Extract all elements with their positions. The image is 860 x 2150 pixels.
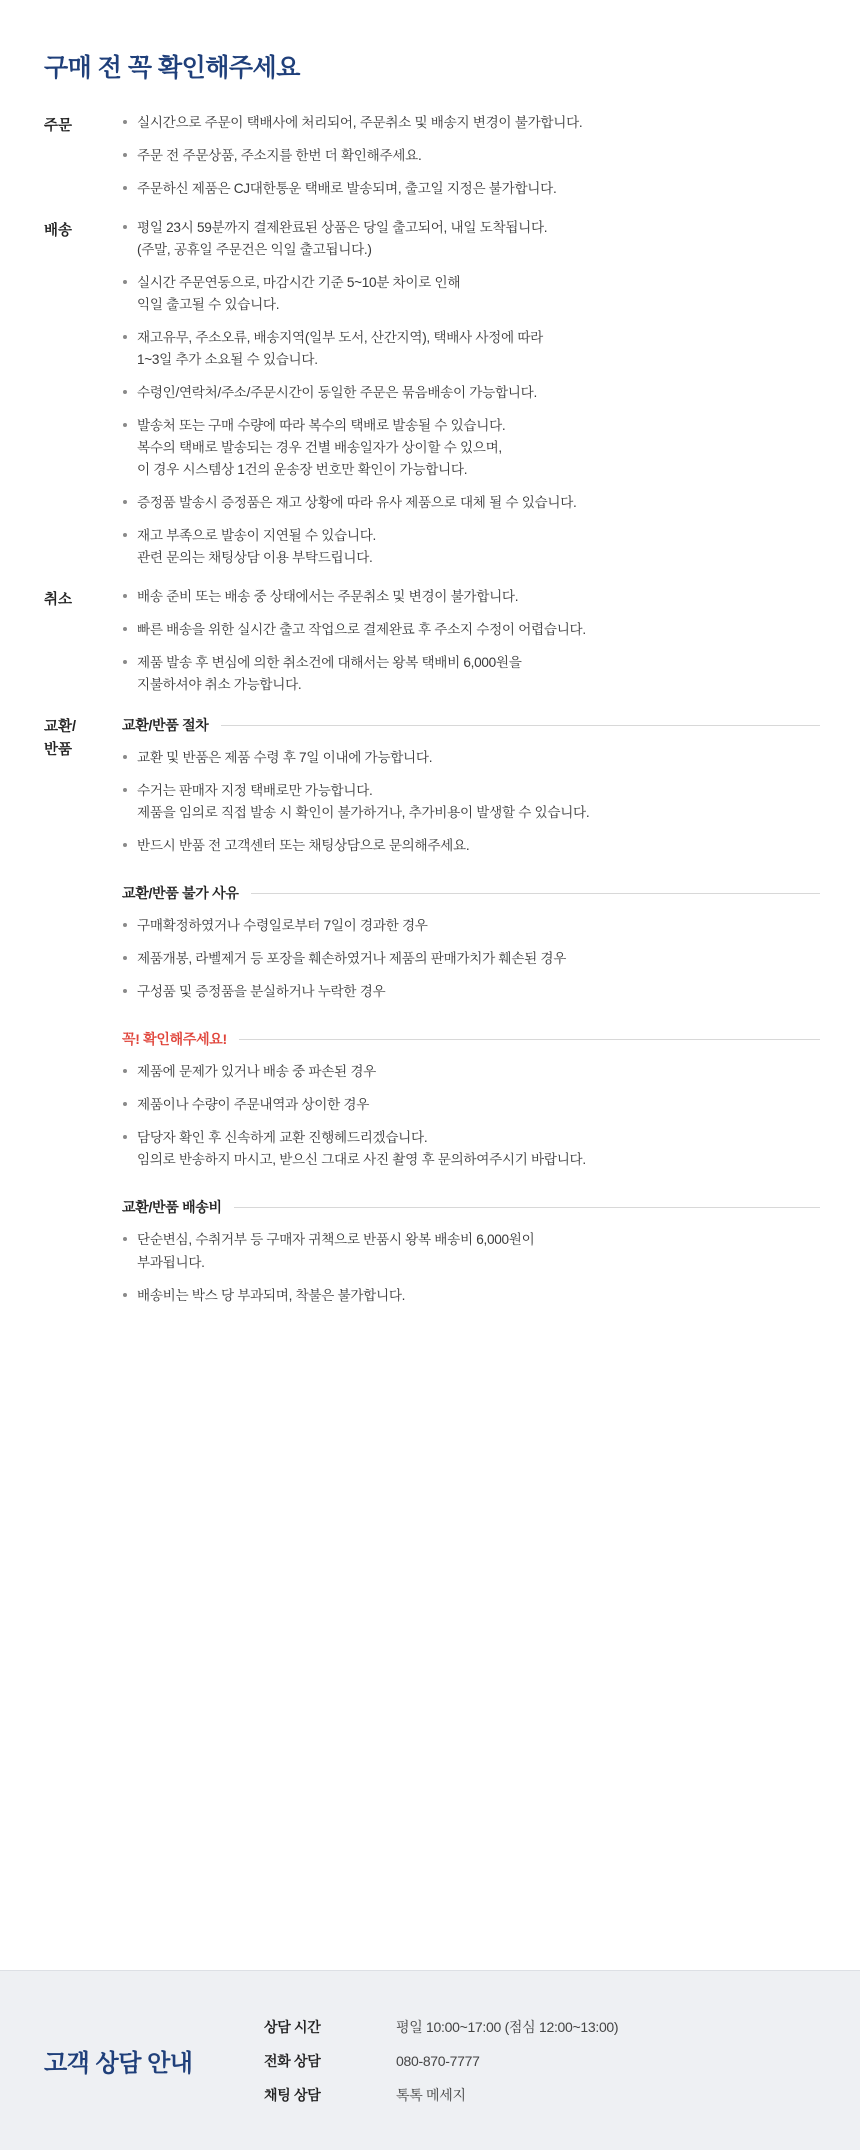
notice-item xyxy=(122,1094,820,1116)
section-body-exchange xyxy=(112,713,820,1317)
notice-item xyxy=(122,1061,820,1083)
notice-line: 복수의 택배로 발송되는 경우 건별 배송일자가 상이할 수 있으며, xyxy=(137,440,502,456)
notice-item xyxy=(122,145,820,167)
notice-line: 이 경우 시스템상 1건의 운송장 번호만 확인이 가능합니다. xyxy=(137,462,468,478)
notice-line: 교환 및 반품은 제품 수령 후 7일 이내에 가능합니다. xyxy=(137,750,433,766)
notice-item xyxy=(122,835,820,857)
section-label: 배송 xyxy=(44,223,73,240)
section-1-list xyxy=(122,112,820,200)
notice-item xyxy=(122,327,820,371)
section-3 xyxy=(44,586,820,707)
subsection-heading xyxy=(122,1029,820,1049)
notice-item xyxy=(122,1285,820,1307)
section-body xyxy=(112,586,820,707)
notice-item xyxy=(122,382,820,404)
section-exchange xyxy=(44,713,820,1317)
subsection-heading-text: 교환/반품 절차 xyxy=(122,717,209,734)
notice-line: 구매확정하였거나 수령일로부터 7일이 경과한 경우 xyxy=(137,918,428,934)
notice-item xyxy=(122,747,820,769)
notice-line: 익일 출고될 수 있습니다. xyxy=(137,297,280,313)
notice-line: 배송 준비 또는 배송 중 상태에서는 주문취소 및 변경이 불가합니다. xyxy=(137,589,519,605)
exchange-group-4-list xyxy=(122,1229,820,1306)
section-1 xyxy=(44,112,820,211)
section-body xyxy=(112,217,820,580)
divider-line xyxy=(221,725,820,726)
notice-item xyxy=(122,178,820,200)
footer-row-value: 톡톡 메세지 xyxy=(396,2086,466,2103)
notice-line: 수거는 판매자 지정 택배로만 가능합니다. xyxy=(137,783,373,799)
notice-line: 주문하신 제품은 CJ대한통운 택배로 발송되며, 출고일 지정은 불가합니다. xyxy=(137,181,557,197)
notice-item xyxy=(122,1229,820,1273)
notice-line: 실시간 주문연동으로, 마감시간 기준 5~10분 차이로 인해 xyxy=(137,275,461,291)
section-label: 주문 xyxy=(44,118,73,134)
notice-item xyxy=(122,780,820,824)
footer-row-key: 상담 시간 xyxy=(264,2018,321,2035)
notice-line: 제품을 임의로 직접 발송 시 확인이 불가하거나, 추가비용이 발생할 수 있습니다. xyxy=(137,805,590,821)
notice-line: 수령인/연락처/주소/주문시간이 동일한 주문은 묶음배송이 가능합니다. xyxy=(137,385,537,401)
footer-row-key: 전화 상담 xyxy=(264,2052,321,2069)
footer-title: 고객 상담 안내 xyxy=(44,2050,193,2077)
subsection-heading-text: 교환/반품 배송비 xyxy=(122,1199,222,1216)
notice-line: 단순변심, 수취거부 등 구매자 귀책으로 반품시 왕복 배송비 6,000원이 xyxy=(137,1232,535,1248)
notice-line: 지불하셔야 취소 가능합니다. xyxy=(137,677,302,693)
notice-line: 주문 전 주문상품, 주소지를 한번 더 확인해주세요. xyxy=(137,148,422,164)
notice-item xyxy=(122,981,820,1003)
notice-line: 반드시 반품 전 고객센터 또는 채팅상담으로 문의해주세요. xyxy=(137,838,470,854)
section-2 xyxy=(44,217,820,580)
notice-line: 제품개봉, 라벨제거 등 포장을 훼손하였거나 제품의 판매가치가 훼손된 경우 xyxy=(137,951,567,967)
section-3-list xyxy=(122,586,820,696)
notice-item xyxy=(122,915,820,937)
section-label-exchange xyxy=(44,713,112,761)
notice-line: 빠른 배송을 위한 실시간 출고 작업으로 결제완료 후 주소지 수정이 어렵습니다. xyxy=(137,622,586,638)
notice-line: 증정품 발송시 증정품은 재고 상황에 따라 유사 제품으로 대체 될 수 있습니다. xyxy=(137,495,577,511)
notice-line: 구성품 및 증정품을 분실하거나 누락한 경우 xyxy=(137,984,386,1000)
notice-line: 제품 발송 후 변심에 의한 취소건에 대해서는 왕복 택배비 6,000원을 xyxy=(137,655,522,671)
notice-line: 관련 문의는 채팅상담 이용 부탁드립니다. xyxy=(137,550,373,566)
notice-line: 제품에 문제가 있거나 배송 중 파손된 경우 xyxy=(137,1064,376,1080)
exchange-group-2-list xyxy=(122,915,820,1003)
subsection-heading xyxy=(122,715,820,735)
section-body xyxy=(112,112,820,211)
notice-item xyxy=(122,525,820,569)
notice-line: 임의로 반송하지 마시고, 받으신 그대로 사진 촬영 후 문의하여주시기 바랍니다. xyxy=(137,1152,586,1168)
footer-row xyxy=(264,2010,618,2044)
notice-line: 담당자 확인 후 신속하게 교환 진행헤드리겠습니다. xyxy=(137,1130,428,1146)
subsection-heading-text: 꼭! 확인해주세요! xyxy=(122,1031,227,1048)
footer-row-value: 평일 10:00~17:00 (점심 12:00~13:00) xyxy=(396,2018,619,2035)
subsection-heading-text: 교환/반품 불가 사유 xyxy=(122,885,239,902)
notice-line: 발송처 또는 구매 수량에 따라 복수의 택배로 발송될 수 있습니다. xyxy=(137,418,506,434)
section-label-exchange-line1: 교환/ xyxy=(44,719,77,736)
notice-item xyxy=(122,652,820,696)
notice-sections xyxy=(44,112,820,707)
notice-item xyxy=(122,492,820,514)
section-2-list xyxy=(122,217,820,569)
notice-line: 재고 부족으로 발송이 지연될 수 있습니다. xyxy=(137,528,376,544)
customer-support-footer xyxy=(0,1970,860,2150)
notice-line: 부과됩니다. xyxy=(137,1254,205,1270)
section-label-exchange-line2: 반품 xyxy=(44,741,73,758)
footer-row-value: 080-870-7777 xyxy=(396,2052,480,2069)
notice-item xyxy=(122,217,820,261)
notice-line: (주말, 공휴일 주문건은 익일 출고됩니다.) xyxy=(137,242,372,258)
notice-item xyxy=(122,586,820,608)
footer-row xyxy=(264,2078,618,2112)
footer-contact-table xyxy=(264,2010,618,2112)
notice-line: 평일 23시 59분까지 결제완료된 상품은 당일 출고되어, 내일 도착됩니다. xyxy=(137,220,548,236)
divider-line xyxy=(251,893,820,894)
footer-row xyxy=(264,2044,618,2078)
divider-line xyxy=(239,1039,820,1040)
section-label: 취소 xyxy=(44,592,73,609)
footer-row-key: 채팅 상담 xyxy=(264,2086,321,2103)
notice-item xyxy=(122,1127,820,1171)
notice-line: 제품이나 수량이 주문내역과 상이한 경우 xyxy=(137,1097,370,1113)
notice-item xyxy=(122,619,820,641)
notice-line: 재고유무, 주소오류, 배송지역(일부 도서, 산간지역), 택배사 사정에 따라 xyxy=(137,330,543,346)
notice-item xyxy=(122,112,820,134)
notice-line: 배송비는 박스 당 부과되며, 착불은 불가합니다. xyxy=(137,1287,406,1303)
subsection-heading xyxy=(122,1197,820,1217)
divider-line xyxy=(234,1207,820,1208)
page-title: 구매 전 꼭 확인해주세요 xyxy=(44,54,300,82)
notice-line: 1~3일 추가 소요될 수 있습니다. xyxy=(137,352,318,368)
notice-item xyxy=(122,948,820,970)
exchange-group-1-list xyxy=(122,747,820,857)
subsection-heading xyxy=(122,883,820,903)
notice-item xyxy=(122,415,820,481)
exchange-group-3-list xyxy=(122,1061,820,1171)
notice-item xyxy=(122,272,820,316)
notice-line: 실시간으로 주문이 택배사에 처리되어, 주문취소 및 배송지 변경이 불가합니다. xyxy=(137,115,583,130)
